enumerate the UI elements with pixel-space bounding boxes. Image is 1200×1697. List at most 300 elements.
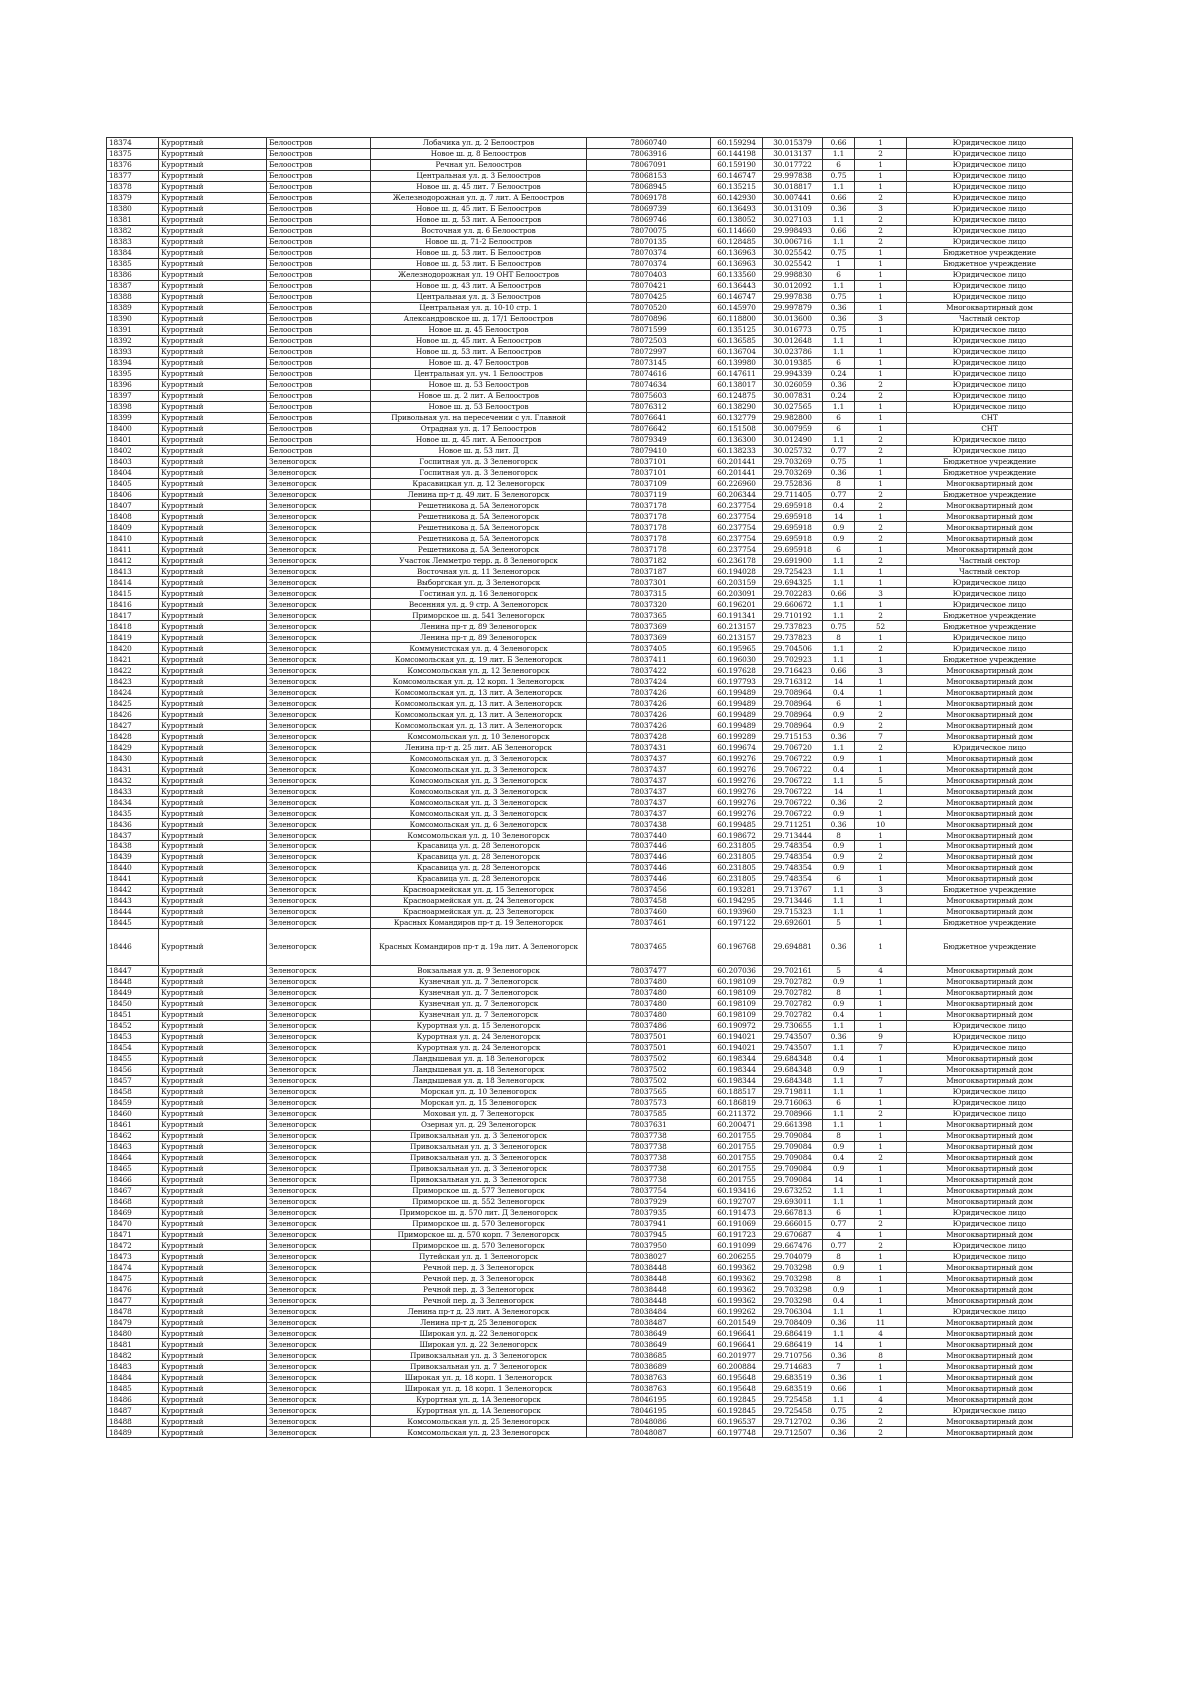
cell-row-id: 18404 (107, 467, 159, 478)
cell-latitude: 60.201755 (711, 1141, 763, 1152)
cell-settlement: Зеленогорск (267, 917, 371, 928)
cell-latitude: 60.159294 (711, 138, 763, 149)
cell-settlement: Зеленогорск (267, 566, 371, 577)
cell-row-id: 18442 (107, 884, 159, 895)
cell-district: Курортный (159, 478, 267, 489)
cell-row-id: 18456 (107, 1064, 159, 1075)
cell-count: 2 (855, 610, 907, 621)
cell-latitude: 60.191341 (711, 610, 763, 621)
cell-row-id: 18398 (107, 401, 159, 412)
cell-address: Комсомольская ул. д. 3 Зеленогорск (371, 753, 587, 764)
cell-code: 78037458 (587, 895, 711, 906)
cell-count: 1 (855, 830, 907, 841)
cell-settlement: Зеленогорск (267, 1207, 371, 1218)
cell-longitude: 29.706722 (763, 764, 823, 775)
cell-district: Курортный (159, 862, 267, 873)
table-row (107, 588, 1073, 599)
cell-latitude: 60.192707 (711, 1196, 763, 1207)
cell-row-id: 18470 (107, 1218, 159, 1229)
cell-row-id: 18476 (107, 1284, 159, 1295)
cell-district: Курортный (159, 797, 267, 808)
cell-volume: 1.1 (823, 906, 855, 917)
cell-district: Курортный (159, 1383, 267, 1394)
table-row (107, 170, 1073, 181)
cell-category: Многоквартирный дом (907, 1350, 1073, 1361)
cell-latitude: 60.199276 (711, 786, 763, 797)
cell-latitude: 60.196201 (711, 599, 763, 610)
cell-code: 78037411 (587, 654, 711, 665)
table-row (107, 1262, 1073, 1273)
cell-code: 78037428 (587, 731, 711, 742)
cell-volume: 1.1 (823, 1075, 855, 1086)
cell-district: Курортный (159, 1284, 267, 1295)
cell-settlement: Зеленогорск (267, 500, 371, 511)
cell-count: 2 (855, 148, 907, 159)
cell-row-id: 18430 (107, 753, 159, 764)
cell-address: Комсомольская ул. д. 12 Зеленогорск (371, 665, 587, 676)
cell-settlement: Зеленогорск (267, 599, 371, 610)
cell-code: 78037369 (587, 621, 711, 632)
cell-district: Курортный (159, 851, 267, 862)
cell-count: 1 (855, 1097, 907, 1108)
cell-row-id: 18389 (107, 302, 159, 313)
cell-latitude: 60.194028 (711, 566, 763, 577)
cell-row-id: 18384 (107, 247, 159, 258)
cell-count: 2 (855, 489, 907, 500)
cell-settlement: Зеленогорск (267, 1108, 371, 1119)
cell-latitude: 60.213157 (711, 632, 763, 643)
cell-settlement: Зеленогорск (267, 906, 371, 917)
cell-district: Курортный (159, 808, 267, 819)
cell-settlement: Белоостров (267, 423, 371, 434)
cell-settlement: Зеленогорск (267, 676, 371, 687)
cell-volume: 0.36 (823, 379, 855, 390)
cell-address: Новое ш. д. 8 Белоостров (371, 148, 587, 159)
cell-settlement: Белоостров (267, 247, 371, 258)
cell-address: Комсомольская ул. д. 25 Зеленогорск (371, 1416, 587, 1427)
table-row (107, 555, 1073, 566)
cell-row-id: 18452 (107, 1020, 159, 1031)
cell-address: Госпитная ул. д. 3 Зеленогорск (371, 456, 587, 467)
cell-row-id: 18407 (107, 500, 159, 511)
table-row (107, 987, 1073, 998)
cell-latitude: 60.194021 (711, 1042, 763, 1053)
cell-row-id: 18474 (107, 1262, 159, 1273)
cell-settlement: Зеленогорск (267, 1064, 371, 1075)
cell-category: Многоквартирный дом (907, 709, 1073, 720)
table-row (107, 1119, 1073, 1130)
cell-address: Новое ш. д. 2 лит. А Белоостров (371, 390, 587, 401)
table-row (107, 1020, 1073, 1031)
cell-settlement: Зеленогорск (267, 577, 371, 588)
cell-count: 2 (855, 1108, 907, 1119)
cell-latitude: 60.195648 (711, 1372, 763, 1383)
cell-code: 78038649 (587, 1328, 711, 1339)
cell-address: Привокзальная ул. д. 3 Зеленогорск (371, 1174, 587, 1185)
table-row (107, 159, 1073, 170)
cell-volume: 1.1 (823, 148, 855, 159)
cell-district: Курортный (159, 1108, 267, 1119)
cell-settlement: Зеленогорск (267, 643, 371, 654)
cell-code: 78037502 (587, 1075, 711, 1086)
table-row (107, 742, 1073, 753)
cell-address: Приморское ш. д. 541 Зеленогорск (371, 610, 587, 621)
cell-row-id: 18391 (107, 324, 159, 335)
cell-volume: 0.9 (823, 533, 855, 544)
cell-code: 78037426 (587, 687, 711, 698)
cell-latitude: 60.191099 (711, 1240, 763, 1251)
cell-address: Выборгская ул. д. 3 Зеленогорск (371, 577, 587, 588)
cell-latitude: 60.132779 (711, 412, 763, 423)
cell-volume: 1.1 (823, 401, 855, 412)
cell-settlement: Белоостров (267, 335, 371, 346)
cell-volume: 14 (823, 511, 855, 522)
cell-latitude: 60.144198 (711, 148, 763, 159)
cell-category: Многоквартирный дом (907, 1317, 1073, 1328)
cell-district: Курортный (159, 566, 267, 577)
cell-district: Курортный (159, 676, 267, 687)
cell-volume: 0.9 (823, 808, 855, 819)
cell-code: 78074634 (587, 379, 711, 390)
cell-code: 78037315 (587, 588, 711, 599)
cell-volume: 0.9 (823, 720, 855, 731)
cell-district: Курортный (159, 775, 267, 786)
cell-district: Курортный (159, 1361, 267, 1372)
cell-settlement: Зеленогорск (267, 1383, 371, 1394)
cell-longitude: 29.684348 (763, 1053, 823, 1064)
cell-code: 78072503 (587, 335, 711, 346)
cell-volume: 5 (823, 965, 855, 976)
cell-code: 78037480 (587, 976, 711, 987)
table-row (107, 1174, 1073, 1185)
cell-category: Юридическое лицо (907, 599, 1073, 610)
table-row (107, 610, 1073, 621)
cell-longitude: 29.703269 (763, 467, 823, 478)
cell-category: Многоквартирный дом (907, 720, 1073, 731)
cell-address: Широкая ул. д. 18 корп. 1 Зеленогорск (371, 1383, 587, 1394)
cell-row-id: 18435 (107, 808, 159, 819)
cell-volume: 0.4 (823, 687, 855, 698)
cell-category: Многоквартирный дом (907, 764, 1073, 775)
cell-count: 1 (855, 906, 907, 917)
cell-longitude: 29.730655 (763, 1020, 823, 1031)
cell-settlement: Зеленогорск (267, 1086, 371, 1097)
cell-latitude: 60.124875 (711, 390, 763, 401)
cell-count: 1 (855, 1020, 907, 1031)
cell-count: 1 (855, 368, 907, 379)
cell-count: 1 (855, 423, 907, 434)
cell-address: Комсомольская ул. д. 13 лит. А Зеленогорск (371, 709, 587, 720)
cell-latitude: 60.201755 (711, 1174, 763, 1185)
cell-district: Курортный (159, 742, 267, 753)
cell-count: 1 (855, 808, 907, 819)
cell-volume: 6 (823, 357, 855, 368)
cell-volume: 1.1 (823, 1020, 855, 1031)
cell-category: Многоквартирный дом (907, 976, 1073, 987)
cell-category: Многоквартирный дом (907, 998, 1073, 1009)
cell-latitude: 60.199489 (711, 687, 763, 698)
cell-volume: 1.1 (823, 1119, 855, 1130)
cell-longitude: 30.025732 (763, 445, 823, 456)
cell-longitude: 29.702161 (763, 965, 823, 976)
cell-count: 1 (855, 764, 907, 775)
cell-code: 78037405 (587, 643, 711, 654)
cell-district: Курортный (159, 1306, 267, 1317)
cell-settlement: Зеленогорск (267, 1097, 371, 1108)
cell-row-id: 18405 (107, 478, 159, 489)
cell-settlement: Зеленогорск (267, 797, 371, 808)
cell-district: Курортный (159, 1042, 267, 1053)
cell-code: 78037486 (587, 1020, 711, 1031)
table-row (107, 291, 1073, 302)
cell-row-id: 18485 (107, 1383, 159, 1394)
cell-count: 3 (855, 313, 907, 324)
cell-settlement: Зеленогорск (267, 1229, 371, 1240)
cell-row-id: 18472 (107, 1240, 159, 1251)
cell-latitude: 60.206344 (711, 489, 763, 500)
cell-address: Красноармейская ул. д. 23 Зеленогорск (371, 906, 587, 917)
cell-row-id: 18425 (107, 698, 159, 709)
cell-district: Курортный (159, 500, 267, 511)
cell-address: Комсомольская ул. д. 12 корп. 1 Зеленогорск (371, 676, 587, 687)
cell-row-id: 18488 (107, 1416, 159, 1427)
cell-code: 78037101 (587, 467, 711, 478)
cell-district: Курортный (159, 544, 267, 555)
table-row (107, 819, 1073, 830)
cell-category: Многоквартирный дом (907, 1427, 1073, 1438)
cell-category: Юридическое лицо (907, 192, 1073, 203)
cell-longitude: 29.997838 (763, 291, 823, 302)
cell-district: Курортный (159, 987, 267, 998)
cell-volume: 0.66 (823, 588, 855, 599)
cell-longitude: 29.714683 (763, 1361, 823, 1372)
cell-row-id: 18469 (107, 1207, 159, 1218)
cell-longitude: 29.661398 (763, 1119, 823, 1130)
cell-volume: 0.36 (823, 1317, 855, 1328)
table-row (107, 577, 1073, 588)
cell-district: Курортный (159, 489, 267, 500)
cell-category: Частный сектор (907, 555, 1073, 566)
cell-address: Ленина пр-т д. 49 лит. Б Зеленогорск (371, 489, 587, 500)
cell-category: Юридическое лицо (907, 445, 1073, 456)
cell-code: 78038649 (587, 1339, 711, 1350)
cell-district: Курортный (159, 687, 267, 698)
cell-district: Курортный (159, 1196, 267, 1207)
cell-code: 78038487 (587, 1317, 711, 1328)
cell-row-id: 18375 (107, 148, 159, 159)
cell-count: 11 (855, 1317, 907, 1328)
cell-latitude: 60.193416 (711, 1185, 763, 1196)
cell-district: Курортный (159, 731, 267, 742)
cell-volume: 8 (823, 1251, 855, 1262)
cell-row-id: 18487 (107, 1405, 159, 1416)
cell-latitude: 60.193281 (711, 884, 763, 895)
cell-address: Ленина пр-т д. 89 Зеленогорск (371, 621, 587, 632)
table-row (107, 698, 1073, 709)
table-row (107, 138, 1073, 149)
cell-settlement: Белоостров (267, 159, 371, 170)
cell-row-id: 18484 (107, 1372, 159, 1383)
cell-address: Железнодорожная ул. д. 7 лит. А Белоостров (371, 192, 587, 203)
cell-volume: 0.75 (823, 170, 855, 181)
cell-volume: 0.9 (823, 1141, 855, 1152)
cell-latitude: 60.114660 (711, 225, 763, 236)
cell-latitude: 60.237754 (711, 544, 763, 555)
cell-volume: 0.75 (823, 1405, 855, 1416)
table-row (107, 764, 1073, 775)
table-row (107, 192, 1073, 203)
cell-district: Курортный (159, 917, 267, 928)
cell-district: Курортный (159, 346, 267, 357)
cell-latitude: 60.138233 (711, 445, 763, 456)
cell-row-id: 18445 (107, 917, 159, 928)
cell-district: Курортный (159, 1119, 267, 1130)
cell-count: 1 (855, 357, 907, 368)
cell-row-id: 18411 (107, 544, 159, 555)
table-row (107, 830, 1073, 841)
cell-code: 78037565 (587, 1086, 711, 1097)
table-row (107, 654, 1073, 665)
cell-district: Курортный (159, 884, 267, 895)
cell-latitude: 60.135215 (711, 181, 763, 192)
table-row (107, 456, 1073, 467)
cell-district: Курортный (159, 830, 267, 841)
cell-longitude: 29.670687 (763, 1229, 823, 1240)
cell-count: 1 (855, 1009, 907, 1020)
table-row (107, 895, 1073, 906)
cell-district: Курортный (159, 1163, 267, 1174)
table-row (107, 917, 1073, 928)
cell-code: 78048087 (587, 1427, 711, 1438)
cell-settlement: Зеленогорск (267, 544, 371, 555)
cell-row-id: 18481 (107, 1339, 159, 1350)
cell-volume: 1.1 (823, 335, 855, 346)
cell-address: Лобачика ул. д. 2 Белоостров (371, 138, 587, 149)
table-row (107, 390, 1073, 401)
table-row (107, 302, 1073, 313)
cell-latitude: 60.198344 (711, 1064, 763, 1075)
cell-count: 10 (855, 819, 907, 830)
cell-longitude: 30.007831 (763, 390, 823, 401)
table-body (107, 138, 1073, 1438)
cell-address: Приморское ш. д. 570 корп. 7 Зеленогорск (371, 1229, 587, 1240)
table-row (107, 1086, 1073, 1097)
cell-latitude: 60.186819 (711, 1097, 763, 1108)
cell-volume: 0.4 (823, 1295, 855, 1306)
cell-count: 1 (855, 456, 907, 467)
cell-settlement: Зеленогорск (267, 753, 371, 764)
cell-address: Привокзальная ул. д. 3 Зеленогорск (371, 1163, 587, 1174)
cell-district: Курортный (159, 1053, 267, 1064)
cell-category: Бюджетное учреждение (907, 456, 1073, 467)
cell-address: Госпитная ул. д. 3 Зеленогорск (371, 467, 587, 478)
table-row (107, 1273, 1073, 1284)
cell-longitude: 29.703298 (763, 1262, 823, 1273)
table-row (107, 1295, 1073, 1306)
cell-volume: 1.1 (823, 1108, 855, 1119)
cell-category: Многоквартирный дом (907, 987, 1073, 998)
cell-category: Бюджетное учреждение (907, 917, 1073, 928)
cell-code: 78072997 (587, 346, 711, 357)
cell-district: Курортный (159, 643, 267, 654)
cell-longitude: 30.007441 (763, 192, 823, 203)
cell-category: Многоквартирный дом (907, 1339, 1073, 1350)
cell-row-id: 18415 (107, 588, 159, 599)
cell-longitude: 29.694325 (763, 577, 823, 588)
cell-row-id: 18448 (107, 976, 159, 987)
table-row (107, 709, 1073, 720)
cell-row-id: 18439 (107, 851, 159, 862)
cell-settlement: Белоостров (267, 412, 371, 423)
cell-row-id: 18413 (107, 566, 159, 577)
cell-category: Юридическое лицо (907, 236, 1073, 247)
cell-category: Многоквартирный дом (907, 1383, 1073, 1394)
cell-address: Комсомольская ул. д. 19 лит. Б Зеленогорск (371, 654, 587, 665)
table-row (107, 1097, 1073, 1108)
cell-count: 1 (855, 786, 907, 797)
cell-latitude: 60.195648 (711, 1383, 763, 1394)
cell-row-id: 18443 (107, 895, 159, 906)
cell-volume: 0.9 (823, 862, 855, 873)
cell-district: Курортный (159, 1295, 267, 1306)
cell-longitude: 29.695918 (763, 522, 823, 533)
cell-longitude: 29.691900 (763, 555, 823, 566)
cell-category: Многоквартирный дом (907, 841, 1073, 852)
table-row (107, 873, 1073, 884)
table-row (107, 632, 1073, 643)
cell-settlement: Зеленогорск (267, 709, 371, 720)
cell-code: 78037480 (587, 987, 711, 998)
cell-count: 1 (855, 1086, 907, 1097)
cell-code: 78037446 (587, 841, 711, 852)
table-row (107, 1064, 1073, 1075)
cell-district: Курортный (159, 1416, 267, 1427)
cell-row-id: 18409 (107, 522, 159, 533)
cell-latitude: 60.198109 (711, 976, 763, 987)
cell-count: 1 (855, 1207, 907, 1218)
cell-code: 78037738 (587, 1130, 711, 1141)
cell-category: Многоквартирный дом (907, 906, 1073, 917)
cell-row-id: 18440 (107, 862, 159, 873)
cell-latitude: 60.146747 (711, 291, 763, 302)
cell-settlement: Зеленогорск (267, 654, 371, 665)
table-row (107, 379, 1073, 390)
table-row (107, 1141, 1073, 1152)
table-row (107, 1328, 1073, 1339)
cell-category: Многоквартирный дом (907, 819, 1073, 830)
cell-code: 78037101 (587, 456, 711, 467)
cell-volume: 0.36 (823, 313, 855, 324)
cell-district: Курортный (159, 148, 267, 159)
cell-code: 78037501 (587, 1042, 711, 1053)
cell-address: Речная ул. Белоостров (371, 159, 587, 170)
cell-latitude: 60.200471 (711, 1119, 763, 1130)
cell-volume: 1.1 (823, 742, 855, 753)
cell-count: 1 (855, 873, 907, 884)
cell-address: Красноармейская ул. д. 24 Зеленогорск (371, 895, 587, 906)
cell-code: 78037422 (587, 665, 711, 676)
cell-code: 78037446 (587, 851, 711, 862)
cell-latitude: 60.195965 (711, 643, 763, 654)
cell-settlement: Белоостров (267, 434, 371, 445)
cell-latitude: 60.211372 (711, 1108, 763, 1119)
cell-settlement: Зеленогорск (267, 1042, 371, 1053)
cell-latitude: 60.136963 (711, 247, 763, 258)
cell-district: Курортный (159, 1405, 267, 1416)
cell-row-id: 18482 (107, 1350, 159, 1361)
cell-category: Многоквартирный дом (907, 522, 1073, 533)
cell-code: 78037460 (587, 906, 711, 917)
